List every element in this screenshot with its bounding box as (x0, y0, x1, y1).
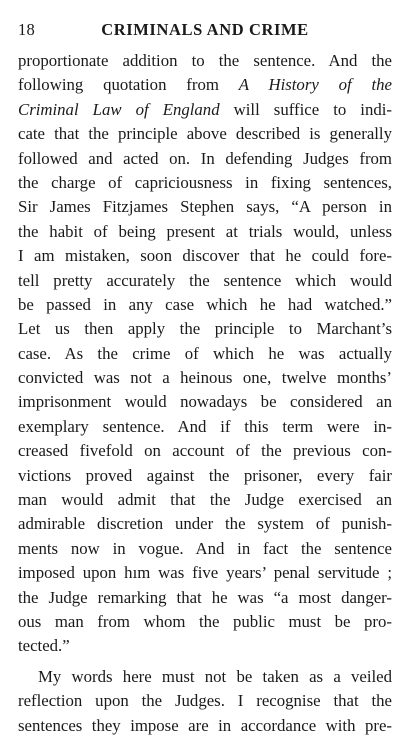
text-line: Sir James Fitzjames Stephen says, “A person in (18, 197, 392, 217)
text-line: tell pretty accurately the sentence which would (18, 270, 392, 290)
text-line: case. As the crime of which he was actually (18, 343, 392, 363)
text-line: the charge of capriciousness in fixing sentences, (18, 172, 392, 192)
text-line: I am mistaken, soon discover that he could fore- (18, 246, 392, 266)
text-line: convicted was not a heinous one, twelve months’ (18, 368, 392, 388)
book-title-italic: A History of the (238, 75, 392, 95)
text-line: exemplary sentence. And if this term were in- (18, 416, 392, 436)
text-line: be passed in any case which he had watched.” (18, 294, 392, 314)
text-line: sentences they impose are in accordance with pre- (18, 715, 392, 735)
text-line: man would admit that the Judge exercised an (18, 490, 392, 510)
text-line: admirable discretion under the system of punish- (18, 514, 392, 534)
text-line: My words here must not be taken as a veiled (38, 666, 392, 686)
text-line: followed and acted on. In defending Judges from (18, 148, 392, 168)
text-line: the Judge remarking that he was “a most danger- (18, 587, 392, 607)
book-title-italic: Criminal Law of England (18, 99, 220, 119)
text-line (18, 98, 392, 122)
page-number: 18 (18, 20, 36, 39)
text-line: the habit of being present at trials would, unless (18, 221, 392, 241)
text-line: proportionate addition to the sentence. And the (18, 51, 392, 70)
text-line: victions proved against the prisoner, every fair (18, 465, 392, 485)
text-fragment: following quotation from (18, 75, 239, 95)
running-title: CRIMINALS AND CRIME (101, 20, 309, 39)
text-line: creased fivefold on account of the previous con- (18, 441, 392, 461)
text-line: cate that the principle above described is generally (18, 124, 392, 144)
text-line: imposed upon hım was five years’ penal servitude ; (18, 563, 392, 583)
text-line: Let us then apply the principle to Marchant’s (18, 319, 392, 339)
text-line: tected.” (18, 636, 70, 656)
page-header (18, 20, 392, 44)
text-line: imprisonment would nowadays be considered an (18, 392, 392, 412)
text-line: ments now in vogue. And in fact the sentence (18, 538, 392, 558)
text-fragment: will suffice to indi- (219, 99, 392, 119)
body-text (18, 49, 392, 738)
text-line: reflection upon the Judges. I recognise that the (18, 691, 392, 711)
text-line (18, 73, 392, 97)
text-line: ous man from whom the public must be pro- (18, 611, 392, 631)
